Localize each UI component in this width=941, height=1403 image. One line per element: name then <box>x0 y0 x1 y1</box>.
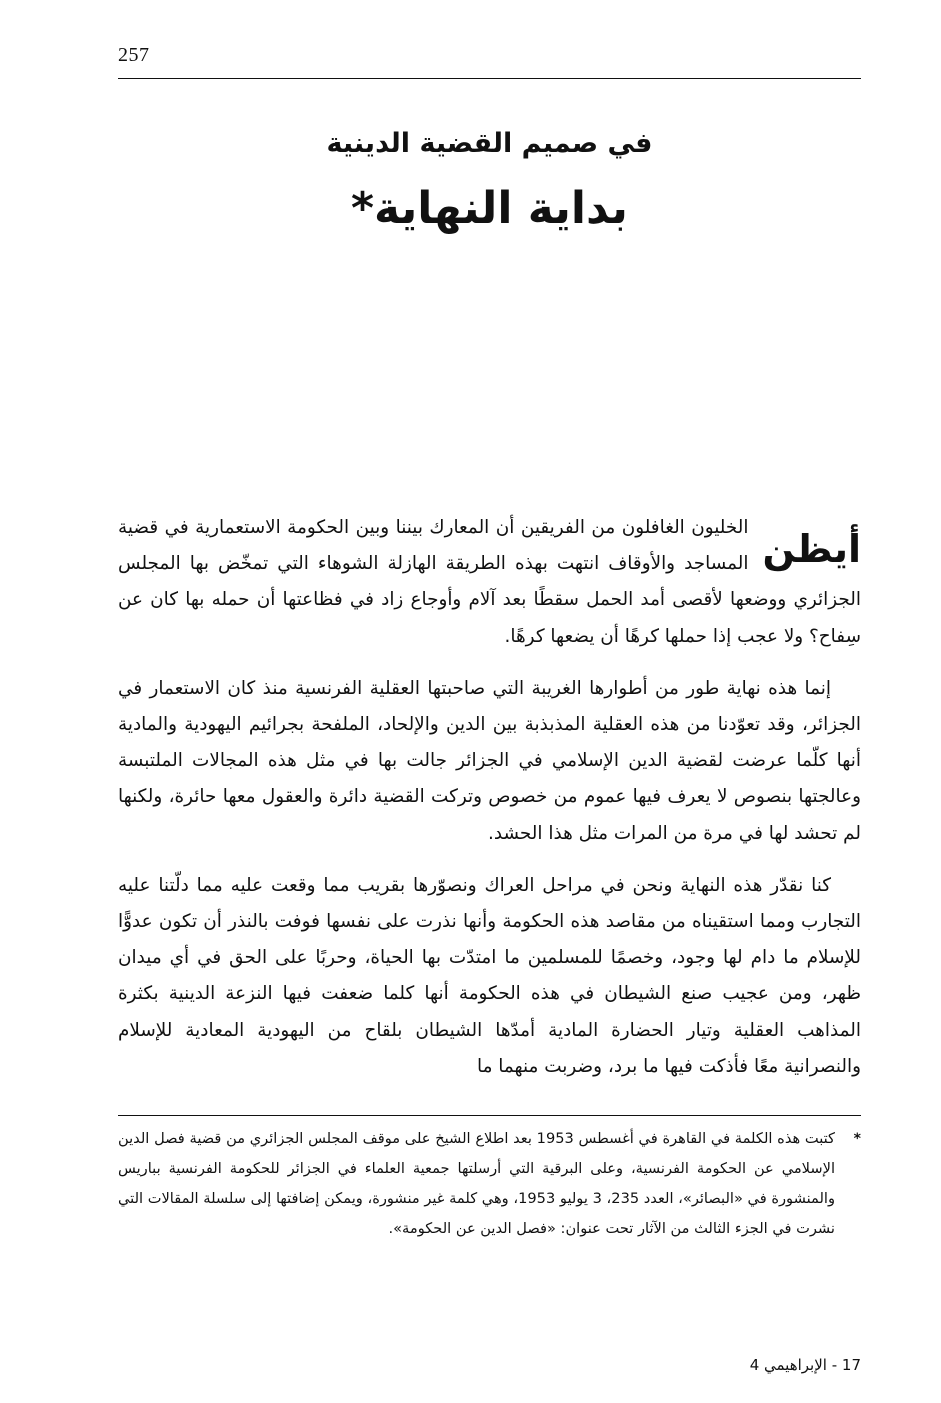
signature-line: 17 - الإبراهيمي 4 <box>749 1356 861 1374</box>
drop-word: أيظن <box>762 527 861 571</box>
article-body <box>118 510 861 1101</box>
section-kicker: في صميم القضية الدينية <box>326 128 653 159</box>
paragraph-3: كنا نقدّر هذه النهاية ونحن في مراحل العراك ونصوّرها بقريب مما وقعت عليه مما دلّتنا عليه التجارب ومما استقيناه من مقاصد هذه الحكومة وأنها نذرت على نفسها فوفت بالنذر أن تكون عدوًّا للإسلام ما دام لها وجود، وخصمًا للمسلمين ما امتدّت بها الحياة، وحربًا على الحق في أي ميدان ظهر، ومن عجيب صنع الشيطان في هذه الحكومة أنها كلما ضعفت فيها النزعة الدينية بكثرة المذاهب العقلية وتيار الحضارة المادية أمدّها الشيطان بلقاح من اليهودية المعادية للإسلام والنصرانية معًا فأذكت فيها ما برد، وضربت منهما ما <box>118 874 861 1077</box>
header-rule <box>118 78 861 79</box>
footnote-text: كتبت هذه الكلمة في القاهرة في أغسطس 1953 بعد اطلاع الشيخ على موقف المجلس الجزائري من قضية فصل الدين الإسلامي عن الحكومة الفرنسية، وعلى البرقية التي أرسلتها جمعية العلماء في الجزائر للحكومة الفرنسية بباريس والمنشورة في «البصائر»، العدد 235، 3 يوليو 1953، وهي كلمة غير منشورة، ويمكن إضافتها إلى سلسلة المقالات التي نشرت في الجزء الثالث من الآثار تحت عنوان: «فصل الدين عن الحكومة». <box>118 1130 836 1237</box>
footnote <box>118 1124 861 1244</box>
paragraph-2: إنما هذه نهاية طور من أطوارها الغريبة التي صاحبتها العقلية الفرنسية منذ كان الاستعمار في الجزائر، وقد تعوّدنا من هذه العقلية المذبذبة بين الدين والإلحاد، الملفحة بجرائيم اليهودية والمادية أنها كلّما عرضت لقضية الدين الإسلامي في الجزائر جالت بها في مثل هذه المجالات الملتبسة وعالجتها بنصوص لا يعرف فيها عموم من خصوص وتركت القضية دائرة والعقول معها حائرة، ولكنها لم تحشد لها في مرة من المرات مثل هذا الحشد. <box>118 677 861 844</box>
footnote-marker: * <box>853 1131 861 1147</box>
paragraph-1-text: الخليون الغافلون من الفريقين أن المعارك بيننا وبين الحكومة الاستعمارية في قضية المساجد والأوقاف انتهت بهذه الطريقة الهازلة الشوهاء التي تمخّض بها المجلس الجزائري ووضعها لأقصى أمد الحمل سقطًا بعد آلام وأوجاع زاد في فظاعتها أن حمله بها كان عن سِفاح؟ ولا عجب إذا حملها كرهًا أن يضعها كرهًا. <box>118 517 861 647</box>
page-number: 257 <box>118 44 150 66</box>
page-title: بداية النهاية* <box>351 183 628 234</box>
paragraph-1 <box>118 510 861 655</box>
footnote-rule <box>118 1115 861 1116</box>
